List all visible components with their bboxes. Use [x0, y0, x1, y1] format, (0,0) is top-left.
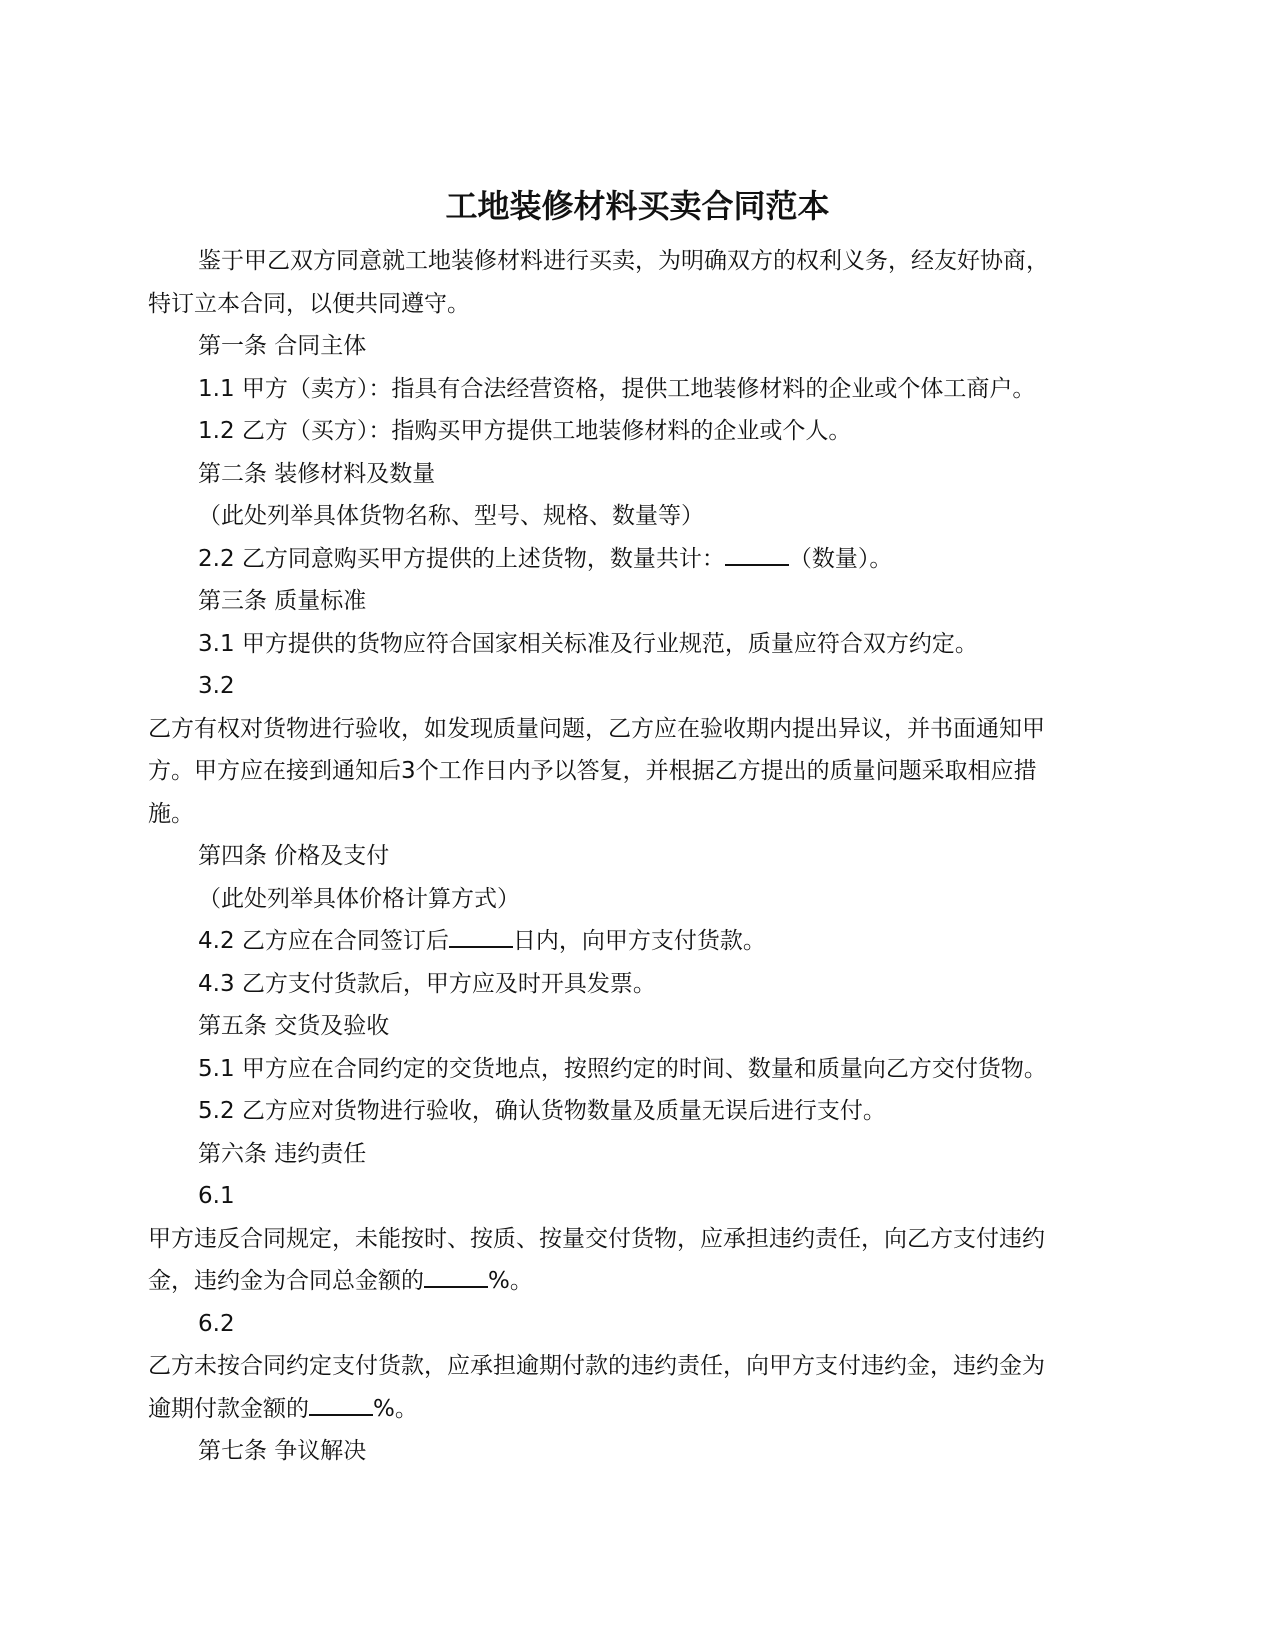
article-3-heading: 第三条 质量标准 — [198, 588, 367, 614]
article-2-heading: 第二条 装修材料及数量 — [198, 460, 436, 487]
article-1-heading: 第一条 合同主体 — [198, 333, 367, 359]
article-5-heading: 第五条 交货及验收 — [198, 1013, 390, 1039]
clause-6-1-number: 6.1 — [198, 1183, 235, 1209]
clause-5-1: 5.1 甲方应在合同约定的交货地点，按照约定的时间、数量和质量向乙方交付货物。 — [198, 1055, 1047, 1082]
article-4-heading: 第四条 价格及支付 — [198, 843, 390, 869]
preamble-line-1: 鉴于甲乙双方同意就工地装修材料进行买卖，为明确双方的权利义务，经友好协商， — [198, 248, 1049, 274]
clause-1-1: 1.1 甲方（卖方）：指具有合法经营资格，提供工地装修材料的企业或个体工商户。 — [198, 375, 1036, 402]
article-7-heading: 第七条 争议解决 — [198, 1438, 367, 1464]
clause-6-1-text-b: %。 — [488, 1268, 533, 1294]
late-penalty-rate-blank — [309, 1392, 373, 1416]
clause-2-2 — [148, 538, 1128, 581]
clause-6-2-line-2 — [148, 1388, 1128, 1431]
clause-3-2-line-3: 施。 — [148, 800, 194, 827]
clause-3-2-number: 3.2 — [198, 673, 235, 699]
clause-4-3: 4.3 乙方支付货款后，甲方应及时开具发票。 — [198, 970, 656, 997]
clause-6-2-text-b: %。 — [373, 1395, 418, 1422]
clause-1-2: 1.2 乙方（买方）：指购买甲方提供工地装修材料的企业或个人。 — [198, 418, 852, 444]
clause-4-2-text-a: 4.2 乙方应在合同签订后 — [198, 928, 449, 954]
article-4-placeholder-note: （此处列举具体价格计算方式） — [198, 885, 520, 912]
clause-3-2-line-2: 方。甲方应在接到通知后3个工作日内予以答复，并根据乙方提出的质量问题采取相应措 — [148, 758, 1037, 784]
clause-6-1-line-1: 甲方违反合同规定，未能按时、按质、按量交付货物，应承担违约责任，向乙方支付违约 — [148, 1225, 1045, 1252]
clause-6-1-line-2 — [148, 1260, 1128, 1303]
clause-6-2-text-a: 逾期付款金额的 — [148, 1395, 309, 1422]
document-title: 工地装修材料买卖合同范本 — [445, 187, 830, 225]
article-2-placeholder-note: （此处列举具体货物名称、型号、规格、数量等） — [198, 503, 704, 529]
quantity-blank — [725, 542, 789, 566]
clause-2-2-text-b: （数量）。 — [788, 545, 893, 572]
clause-3-1: 3.1 甲方提供的货物应符合国家相关标准及行业规范，质量应符合双方约定。 — [198, 630, 978, 657]
document-body — [148, 240, 1128, 1473]
clause-2-2-text-a: 2.2 乙方同意购买甲方提供的上述货物，数量共计： — [198, 545, 725, 572]
clause-5-2: 5.2 乙方应对货物进行验收，确认货物数量及质量无误后进行支付。 — [198, 1098, 886, 1124]
clause-4-2-text-b: 日内，向甲方支付货款。 — [512, 928, 766, 954]
clause-6-1-text-a: 金，违约金为合同总金额的 — [148, 1268, 424, 1294]
clause-4-2 — [148, 920, 1128, 963]
clause-6-2-line-1: 乙方未按合同约定支付货款，应承担逾期付款的违约责任，向甲方支付违约金，违约金为 — [148, 1353, 1045, 1379]
clause-3-2-line-1: 乙方有权对货物进行验收，如发现质量问题，乙方应在验收期内提出异议，并书面通知甲 — [148, 715, 1045, 742]
days-blank — [449, 924, 513, 948]
preamble-line-2: 特订立本合同，以便共同遵守。 — [148, 290, 470, 317]
clause-6-2-number: 6.2 — [198, 1310, 235, 1337]
article-6-heading: 第六条 违约责任 — [198, 1140, 367, 1167]
penalty-rate-blank — [424, 1264, 488, 1288]
